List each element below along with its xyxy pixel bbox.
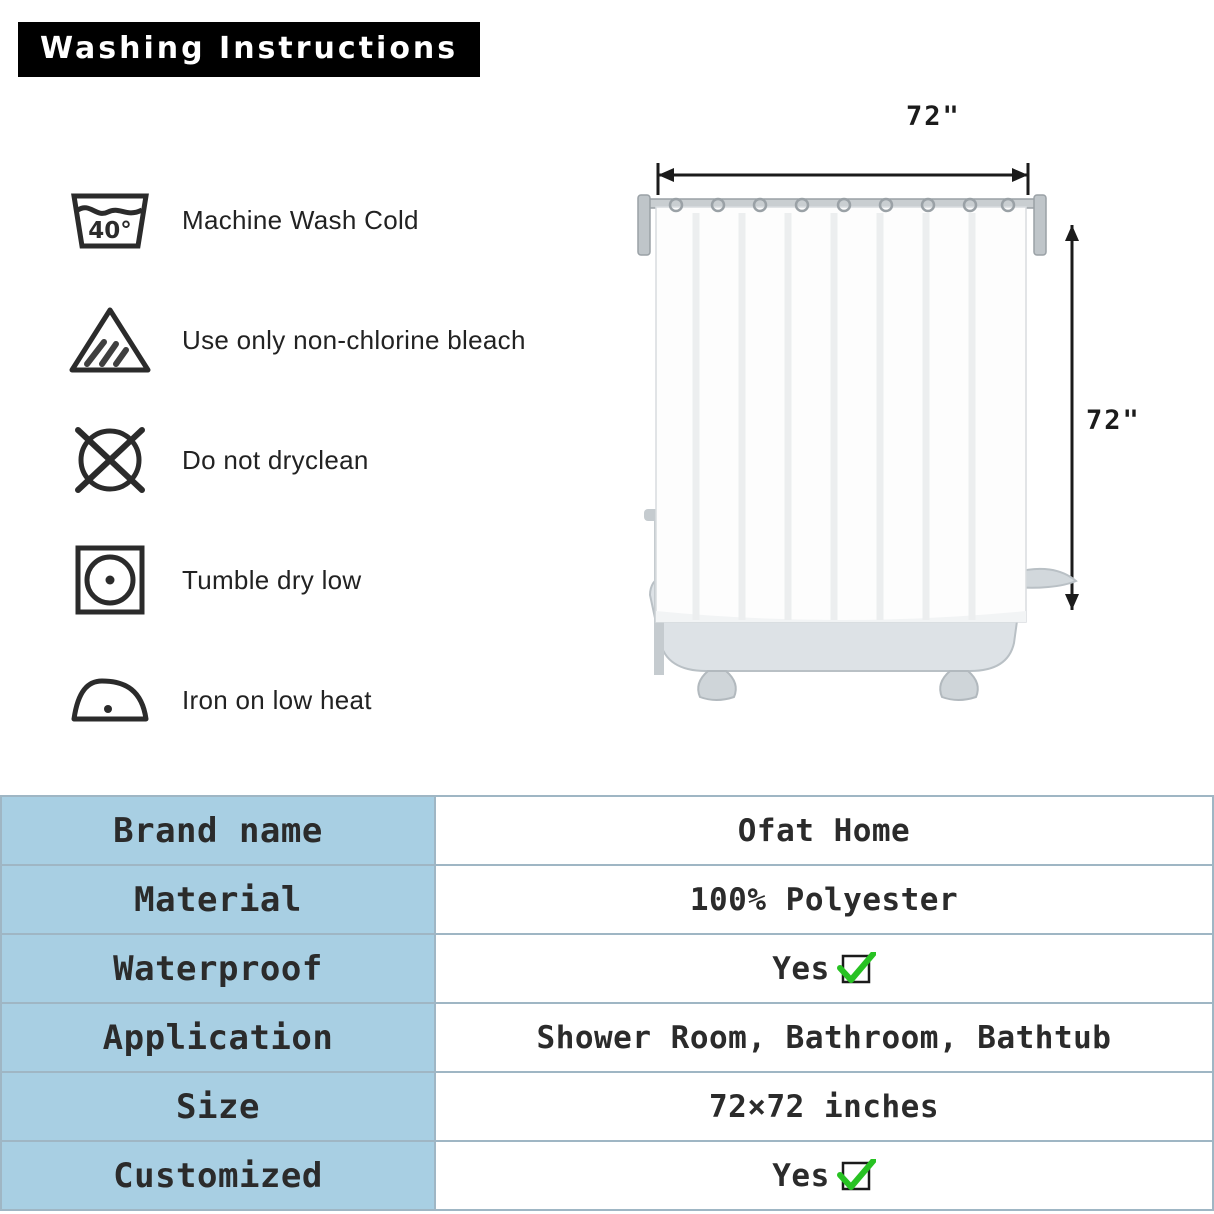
table-row <box>1 1003 1213 1072</box>
iron-low-heat-icon <box>62 660 158 740</box>
do-not-dryclean-icon <box>62 420 158 500</box>
spec-key-application: Application <box>1 1003 435 1072</box>
care-row-dryclean <box>62 400 622 520</box>
product-illustration <box>610 95 1190 705</box>
care-label-tumble-dry: Tumble dry low <box>182 564 362 595</box>
care-label-machine-wash: Machine Wash Cold <box>182 204 419 235</box>
table-row <box>1 934 1213 1003</box>
care-row-iron <box>62 640 622 760</box>
spec-value-customized-text: Yes <box>772 1157 830 1194</box>
checkmark-icon <box>836 1159 876 1193</box>
table-row <box>1 865 1213 934</box>
product-spec-table <box>0 795 1214 1211</box>
care-label-dryclean: Do not dryclean <box>182 444 369 475</box>
care-label-iron: Iron on low heat <box>182 684 372 715</box>
spec-value-waterproof <box>435 934 1213 1003</box>
spec-value-waterproof-text: Yes <box>772 950 830 987</box>
spec-key-customized: Customized <box>1 1141 435 1210</box>
shower-curtain-bathtub-graphic <box>610 95 1190 705</box>
care-instruction-list <box>62 160 622 760</box>
care-row-bleach <box>62 280 622 400</box>
tumble-dry-low-icon <box>62 540 158 620</box>
spec-key-material: Material <box>1 865 435 934</box>
spec-value-brand: Ofat Home <box>435 796 1213 865</box>
spec-key-waterproof: Waterproof <box>1 934 435 1003</box>
care-label-bleach: Use only non-chlorine bleach <box>182 324 526 355</box>
spec-value-size: 72×72 inches <box>435 1072 1213 1141</box>
table-row <box>1 1072 1213 1141</box>
table-row <box>1 1141 1213 1210</box>
machine-wash-40-icon <box>62 180 158 260</box>
spec-value-application: Shower Room, Bathroom, Bathtub <box>435 1003 1213 1072</box>
dimension-height-label: 72" <box>1086 405 1141 436</box>
care-row-machine-wash <box>62 160 622 280</box>
spec-value-material: 100% Polyester <box>435 865 1213 934</box>
machine-wash-temp-text: 40° <box>88 218 132 244</box>
non-chlorine-bleach-icon <box>62 300 158 380</box>
care-row-tumble-dry <box>62 520 622 640</box>
table-row <box>1 796 1213 865</box>
page-title: Washing Instructions <box>18 22 480 77</box>
checkmark-icon <box>836 952 876 986</box>
dimension-width-label: 72" <box>906 101 961 132</box>
spec-key-size: Size <box>1 1072 435 1141</box>
spec-key-brand: Brand name <box>1 796 435 865</box>
spec-value-customized <box>435 1141 1213 1210</box>
